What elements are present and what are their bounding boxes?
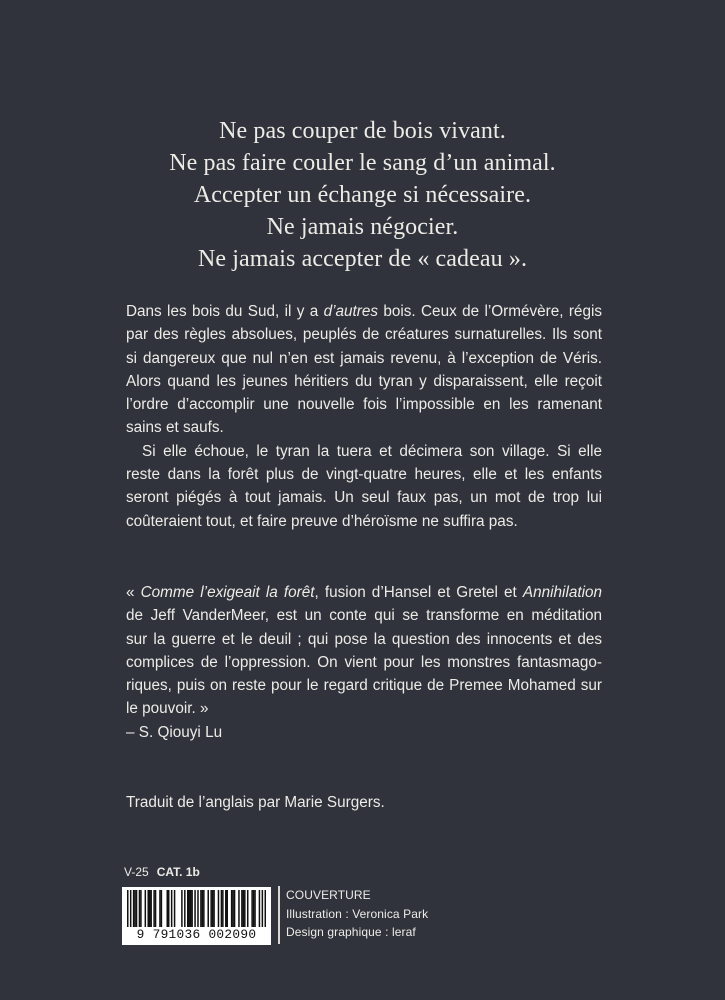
quote-line <box>126 581 602 604</box>
barcode-bar <box>243 890 245 927</box>
synopsis-line: sains et saufs. <box>126 419 224 437</box>
barcode-bar <box>167 890 169 927</box>
rule-line: Ne pas couper de bois vivant. <box>219 118 506 144</box>
forest-rules <box>0 115 725 275</box>
barcode-bar <box>150 890 152 927</box>
barcode-bar <box>159 890 161 927</box>
barcode-bar <box>244 890 246 927</box>
credits-heading: COUVERTURE <box>286 888 371 902</box>
barcode-bar <box>130 890 132 927</box>
barcode-bar <box>161 890 163 927</box>
synopsis-line: si dangereux que nul n’en est jamais revenu, à l’exception de Véris. <box>126 349 602 367</box>
barcode-bar <box>127 890 129 927</box>
barcode-bar <box>232 890 234 927</box>
synopsis-emphasis: d’autres <box>323 303 378 320</box>
barcode-bar <box>147 890 149 927</box>
rule-line: Ne jamais accepter de « cadeau ». <box>197 246 528 272</box>
barcode-bar <box>218 890 220 927</box>
barcode-bar <box>187 890 189 927</box>
barcode-bar <box>153 890 155 927</box>
barcode-bar <box>231 890 233 927</box>
barcode-bar <box>265 890 266 927</box>
barcode-bar <box>145 890 147 927</box>
barcode-bars <box>127 890 266 927</box>
barcode-bar <box>238 890 240 927</box>
catalog-ref: V-25 <box>124 865 149 879</box>
credits-divider <box>278 886 280 944</box>
synopsis-line: coûteraient tout, et faire preuve d’héroïsme ne suffira pas. <box>126 512 518 530</box>
synopsis <box>126 300 602 533</box>
quote-line: riques, puis on reste pour le regard critique de Premee Mohamed sur <box>126 677 602 695</box>
quote-text: , fusion d’Hansel et Gretel et <box>314 584 523 601</box>
catalog-category: CAT. 1b <box>156 865 200 879</box>
barcode-bar <box>210 890 212 927</box>
quote-line: de Jeff VanderMeer, est un conte qui se transforme en méditation <box>126 607 602 625</box>
barcode-digits: 9 791036 002090 <box>136 927 257 942</box>
quote-line: sur la guerre et le deuil ; qui pose la question des innocents et des <box>126 630 602 648</box>
barcode-bar <box>149 890 151 927</box>
barcode-bar <box>221 890 223 927</box>
credits-illustration: Illustration : Veronica Park <box>286 906 429 921</box>
rule-line: Ne pas faire couler le sang d’un animal. <box>169 150 556 176</box>
barcode-bar <box>262 890 264 927</box>
barcode-bar <box>213 890 215 927</box>
review-quote <box>126 581 602 744</box>
barcode-bar <box>190 890 192 927</box>
barcode-bar <box>202 890 204 927</box>
barcode-bar <box>181 890 183 927</box>
barcode-bar <box>139 890 141 927</box>
translator-credit: Traduit de l’anglais par Marie Surgers. <box>126 794 385 811</box>
barcode-bar <box>207 890 209 927</box>
quote-reference-title: Annihilation <box>522 584 603 601</box>
barcode-bar <box>136 890 138 927</box>
barcode-bar <box>171 890 173 927</box>
barcode-bar <box>259 890 261 927</box>
synopsis-line: seront piégés à tout jamais. Un seul faux pas, un mot de trop lui <box>126 489 602 507</box>
credits-design: Design graphique : leraf <box>286 925 416 939</box>
barcode-bar <box>191 890 193 927</box>
barcode-bar <box>168 890 170 927</box>
barcode-bar <box>222 890 224 927</box>
barcode-bar <box>197 890 199 927</box>
barcode-bar <box>234 890 236 927</box>
synopsis-line: l’ordre d’accomplir une nouvelle fois l’impossible en les ramenant <box>126 396 602 414</box>
synopsis-line: par des règles absolues, peuplés de créatures surnaturelles. Ils sont <box>126 326 602 344</box>
barcode-bar <box>133 890 135 927</box>
barcode-bar <box>251 890 253 927</box>
synopsis-line <box>126 300 602 323</box>
catalog-info <box>124 865 200 879</box>
barcode-bar <box>212 890 214 927</box>
barcode-bar <box>226 890 228 927</box>
synopsis-line: reste dans la forêt plus de vingt-quatre heures, elle et les enfants <box>126 466 602 484</box>
barcode-bar <box>140 890 142 927</box>
isbn-barcode <box>122 887 271 945</box>
barcode-bar <box>203 890 205 927</box>
quote-line: le pouvoir. » <box>126 700 209 718</box>
barcode-bar <box>253 890 255 927</box>
cover-credits <box>286 886 428 942</box>
barcode-bar <box>200 890 202 927</box>
synopsis-text: bois. Ceux de l’Ormévère, régis <box>378 303 602 320</box>
rule-line: Ne jamais négocier. <box>266 214 459 240</box>
quote-text: « <box>126 584 141 601</box>
synopsis-line: Si elle échoue, le tyran la tuera et décimera son village. Si elle <box>142 442 602 460</box>
barcode-bar <box>241 890 243 927</box>
barcode-bar <box>155 890 157 927</box>
barcode-bar <box>254 890 256 927</box>
barcode-bar <box>194 890 196 927</box>
rule-line: Accepter un échange si nécessaire. <box>193 182 532 208</box>
quote-book-title: Comme l’exigeait la forêt <box>140 584 315 601</box>
synopsis-text: Dans les bois du Sud, il y a <box>126 303 324 320</box>
quote-line: complices de l’oppression. On vient pour les monstres fantasmago- <box>126 653 602 671</box>
barcode-bar <box>188 890 190 927</box>
barcode-bar <box>184 890 186 927</box>
synopsis-line: Alors quand les jeunes héritiers du tyran y disparaissent, elle reçoit <box>126 372 602 390</box>
barcode-bar <box>247 890 249 927</box>
barcode-bar <box>134 890 136 927</box>
barcode-bar <box>174 890 176 927</box>
barcode-bar <box>225 890 227 927</box>
quote-attribution: – S. Qiouyi Lu <box>126 723 223 741</box>
